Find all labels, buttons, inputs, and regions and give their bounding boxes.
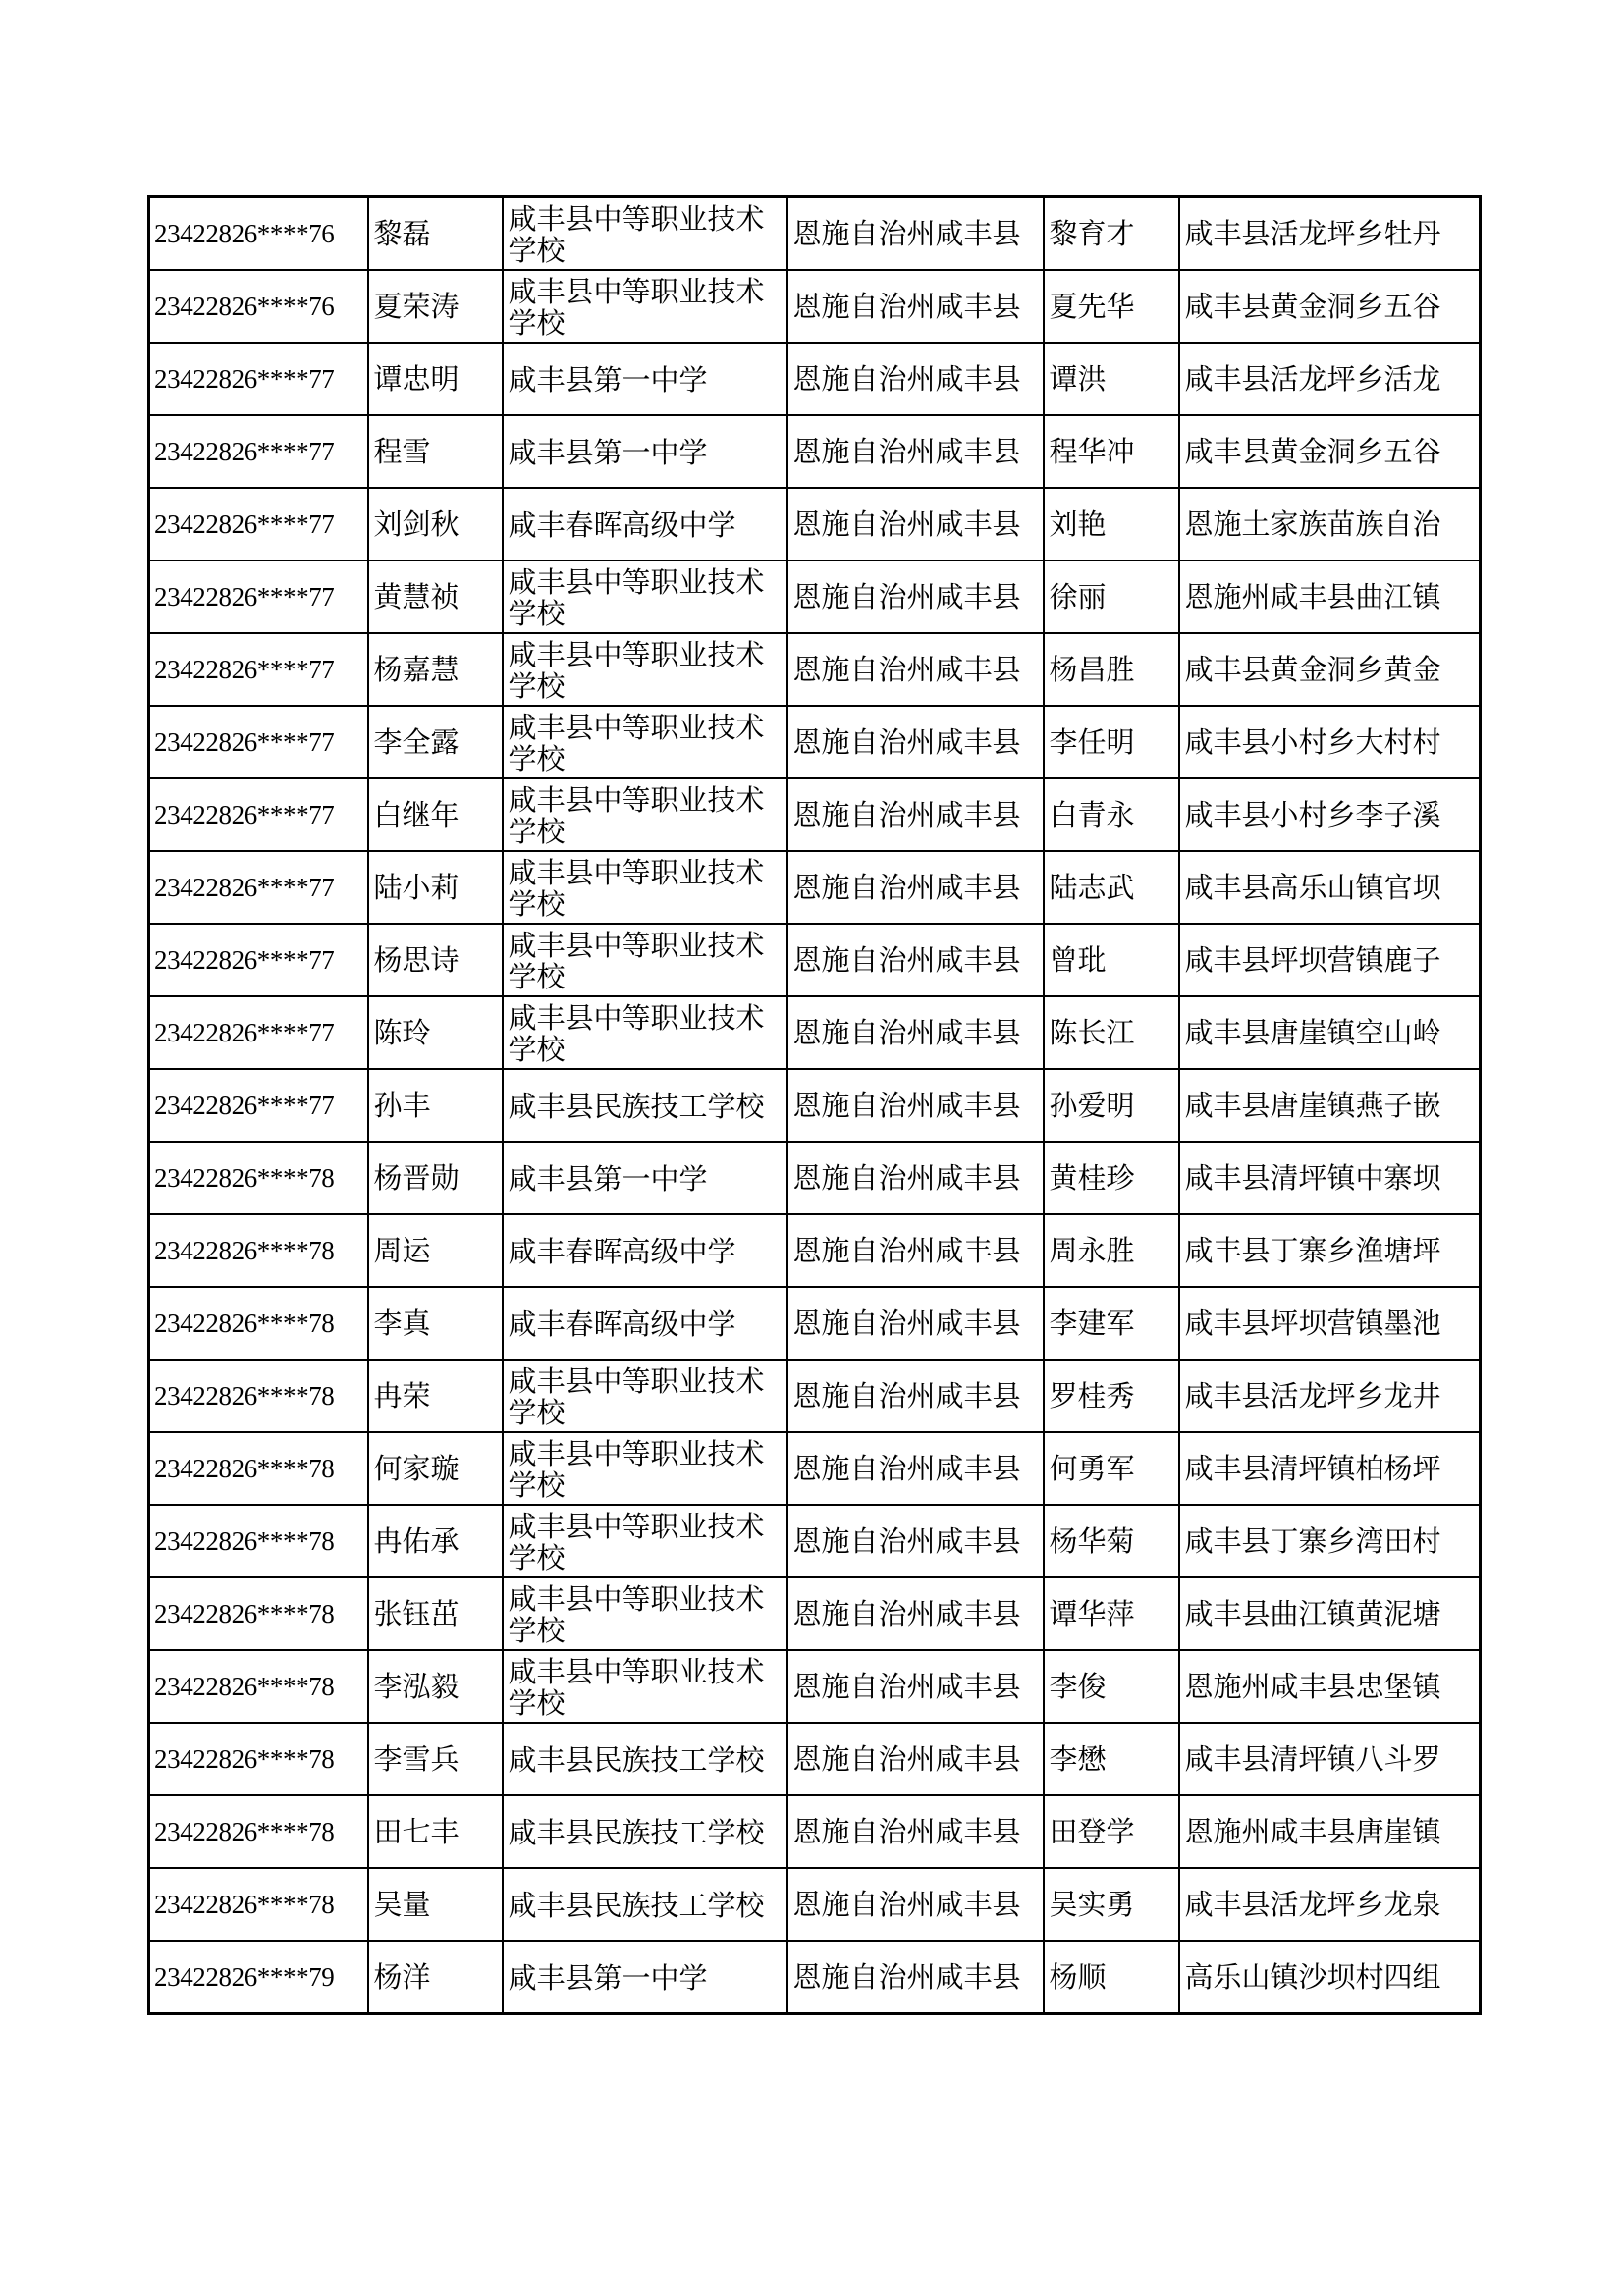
region-cell: 恩施自治州咸丰县: [787, 1287, 1044, 1360]
address-cell: 咸丰县黄金洞乡五谷: [1179, 270, 1481, 343]
region-cell: 恩施自治州咸丰县: [787, 1505, 1044, 1577]
table-row: [149, 1505, 1481, 1577]
student-name-cell: 杨洋: [368, 1941, 503, 2014]
student-name-cell: 何家璇: [368, 1432, 503, 1505]
table-body: [149, 197, 1481, 2014]
id-number-cell: 23422826****78: [149, 1723, 368, 1795]
region-cell: 恩施自治州咸丰县: [787, 343, 1044, 415]
region-cell: 恩施自治州咸丰县: [787, 1795, 1044, 1868]
table-row: [149, 561, 1481, 633]
table-row: [149, 1214, 1481, 1287]
guardian-name-cell: 黄桂珍: [1044, 1142, 1179, 1214]
address-cell: 咸丰县黄金洞乡五谷: [1179, 415, 1481, 488]
student-name-cell: 陆小莉: [368, 851, 503, 924]
school-cell: 咸丰县中等职业技术学校: [503, 778, 787, 851]
school-cell: 咸丰县第一中学: [503, 1941, 787, 2014]
id-number-cell: 23422826****77: [149, 633, 368, 706]
region-cell: 恩施自治州咸丰县: [787, 488, 1044, 561]
school-cell: 咸丰县中等职业技术学校: [503, 270, 787, 343]
guardian-name-cell: 白青永: [1044, 778, 1179, 851]
table-row: [149, 1360, 1481, 1432]
school-cell: 咸丰县中等职业技术学校: [503, 706, 787, 778]
region-cell: 恩施自治州咸丰县: [787, 1577, 1044, 1650]
address-cell: 咸丰县活龙坪乡龙泉: [1179, 1868, 1481, 1941]
table-row: [149, 1432, 1481, 1505]
table-row: [149, 1577, 1481, 1650]
school-cell: 咸丰县中等职业技术学校: [503, 924, 787, 996]
table-row: [149, 1069, 1481, 1142]
guardian-name-cell: 李俊: [1044, 1650, 1179, 1723]
region-cell: 恩施自治州咸丰县: [787, 1941, 1044, 2014]
guardian-name-cell: 刘艳: [1044, 488, 1179, 561]
table-row: [149, 706, 1481, 778]
student-name-cell: 谭忠明: [368, 343, 503, 415]
id-number-cell: 23422826****77: [149, 561, 368, 633]
region-cell: 恩施自治州咸丰县: [787, 706, 1044, 778]
address-cell: 咸丰县清坪镇柏杨坪: [1179, 1432, 1481, 1505]
guardian-name-cell: 田登学: [1044, 1795, 1179, 1868]
region-cell: 恩施自治州咸丰县: [787, 1432, 1044, 1505]
guardian-name-cell: 杨华菊: [1044, 1505, 1179, 1577]
address-cell: 咸丰县唐崖镇燕子嵌: [1179, 1069, 1481, 1142]
id-number-cell: 23422826****78: [149, 1287, 368, 1360]
student-name-cell: 周运: [368, 1214, 503, 1287]
address-cell: 恩施州咸丰县忠堡镇: [1179, 1650, 1481, 1723]
student-name-cell: 黎磊: [368, 197, 503, 271]
school-cell: 咸丰春晖高级中学: [503, 1214, 787, 1287]
region-cell: 恩施自治州咸丰县: [787, 1069, 1044, 1142]
table-row: [149, 1723, 1481, 1795]
id-number-cell: 23422826****78: [149, 1142, 368, 1214]
guardian-name-cell: 李任明: [1044, 706, 1179, 778]
region-cell: 恩施自治州咸丰县: [787, 561, 1044, 633]
region-cell: 恩施自治州咸丰县: [787, 851, 1044, 924]
student-roster-table: [147, 195, 1482, 2015]
id-number-cell: 23422826****78: [149, 1214, 368, 1287]
id-number-cell: 23422826****78: [149, 1795, 368, 1868]
table-row: [149, 415, 1481, 488]
address-cell: 咸丰县活龙坪乡活龙: [1179, 343, 1481, 415]
address-cell: 咸丰县高乐山镇官坝: [1179, 851, 1481, 924]
guardian-name-cell: 徐丽: [1044, 561, 1179, 633]
id-number-cell: 23422826****78: [149, 1577, 368, 1650]
address-cell: 恩施州咸丰县唐崖镇: [1179, 1795, 1481, 1868]
student-name-cell: 田七丰: [368, 1795, 503, 1868]
table-row: [149, 1795, 1481, 1868]
school-cell: 咸丰县中等职业技术学校: [503, 996, 787, 1069]
student-name-cell: 黄慧祯: [368, 561, 503, 633]
school-cell: 咸丰县中等职业技术学校: [503, 561, 787, 633]
school-cell: 咸丰县中等职业技术学校: [503, 1505, 787, 1577]
guardian-name-cell: 程华冲: [1044, 415, 1179, 488]
region-cell: 恩施自治州咸丰县: [787, 197, 1044, 271]
student-name-cell: 冉荣: [368, 1360, 503, 1432]
school-cell: 咸丰县第一中学: [503, 415, 787, 488]
address-cell: 咸丰县坪坝营镇墨池: [1179, 1287, 1481, 1360]
school-cell: 咸丰县中等职业技术学校: [503, 1360, 787, 1432]
guardian-name-cell: 陆志武: [1044, 851, 1179, 924]
table-row: [149, 197, 1481, 271]
student-name-cell: 夏荣涛: [368, 270, 503, 343]
id-number-cell: 23422826****77: [149, 488, 368, 561]
address-cell: 咸丰县小村乡大村村: [1179, 706, 1481, 778]
region-cell: 恩施自治州咸丰县: [787, 270, 1044, 343]
id-number-cell: 23422826****77: [149, 706, 368, 778]
table-row: [149, 343, 1481, 415]
student-name-cell: 李泓毅: [368, 1650, 503, 1723]
student-name-cell: 吴量: [368, 1868, 503, 1941]
address-cell: 高乐山镇沙坝村四组: [1179, 1941, 1481, 2014]
guardian-name-cell: 曾玭: [1044, 924, 1179, 996]
student-name-cell: 张钰茁: [368, 1577, 503, 1650]
school-cell: 咸丰县中等职业技术学校: [503, 851, 787, 924]
table-row: [149, 1941, 1481, 2014]
guardian-name-cell: 杨昌胜: [1044, 633, 1179, 706]
address-cell: 咸丰县活龙坪乡牡丹: [1179, 197, 1481, 271]
guardian-name-cell: 孙爱明: [1044, 1069, 1179, 1142]
region-cell: 恩施自治州咸丰县: [787, 924, 1044, 996]
region-cell: 恩施自治州咸丰县: [787, 1723, 1044, 1795]
address-cell: 咸丰县唐崖镇空山岭: [1179, 996, 1481, 1069]
guardian-name-cell: 吴实勇: [1044, 1868, 1179, 1941]
school-cell: 咸丰春晖高级中学: [503, 488, 787, 561]
school-cell: 咸丰县中等职业技术学校: [503, 1650, 787, 1723]
guardian-name-cell: 夏先华: [1044, 270, 1179, 343]
student-name-cell: 孙丰: [368, 1069, 503, 1142]
table-row: [149, 924, 1481, 996]
table-row: [149, 270, 1481, 343]
student-name-cell: 杨思诗: [368, 924, 503, 996]
region-cell: 恩施自治州咸丰县: [787, 1142, 1044, 1214]
school-cell: 咸丰县民族技工学校: [503, 1795, 787, 1868]
school-cell: 咸丰县第一中学: [503, 1142, 787, 1214]
address-cell: 咸丰县曲江镇黄泥塘: [1179, 1577, 1481, 1650]
region-cell: 恩施自治州咸丰县: [787, 1868, 1044, 1941]
student-name-cell: 白继年: [368, 778, 503, 851]
table-row: [149, 851, 1481, 924]
id-number-cell: 23422826****77: [149, 851, 368, 924]
guardian-name-cell: 李建军: [1044, 1287, 1179, 1360]
id-number-cell: 23422826****78: [149, 1868, 368, 1941]
guardian-name-cell: 周永胜: [1044, 1214, 1179, 1287]
id-number-cell: 23422826****77: [149, 1069, 368, 1142]
guardian-name-cell: 陈长江: [1044, 996, 1179, 1069]
region-cell: 恩施自治州咸丰县: [787, 996, 1044, 1069]
student-name-cell: 李雪兵: [368, 1723, 503, 1795]
id-number-cell: 23422826****77: [149, 778, 368, 851]
table-row: [149, 778, 1481, 851]
id-number-cell: 23422826****78: [149, 1650, 368, 1723]
student-name-cell: 程雪: [368, 415, 503, 488]
student-name-cell: 杨嘉慧: [368, 633, 503, 706]
address-cell: 咸丰县清坪镇中寨坝: [1179, 1142, 1481, 1214]
id-number-cell: 23422826****77: [149, 415, 368, 488]
student-name-cell: 李真: [368, 1287, 503, 1360]
id-number-cell: 23422826****76: [149, 270, 368, 343]
address-cell: 咸丰县小村乡李子溪: [1179, 778, 1481, 851]
region-cell: 恩施自治州咸丰县: [787, 1360, 1044, 1432]
address-cell: 咸丰县黄金洞乡黄金: [1179, 633, 1481, 706]
student-name-cell: 冉佑承: [368, 1505, 503, 1577]
student-name-cell: 陈玲: [368, 996, 503, 1069]
student-name-cell: 刘剑秋: [368, 488, 503, 561]
school-cell: 咸丰县民族技工学校: [503, 1723, 787, 1795]
region-cell: 恩施自治州咸丰县: [787, 633, 1044, 706]
id-number-cell: 23422826****78: [149, 1360, 368, 1432]
guardian-name-cell: 黎育才: [1044, 197, 1179, 271]
table-row: [149, 1650, 1481, 1723]
school-cell: 咸丰县中等职业技术学校: [503, 633, 787, 706]
table-row: [149, 996, 1481, 1069]
region-cell: 恩施自治州咸丰县: [787, 1650, 1044, 1723]
student-name-cell: 李全露: [368, 706, 503, 778]
guardian-name-cell: 罗桂秀: [1044, 1360, 1179, 1432]
region-cell: 恩施自治州咸丰县: [787, 415, 1044, 488]
id-number-cell: 23422826****78: [149, 1432, 368, 1505]
id-number-cell: 23422826****77: [149, 343, 368, 415]
id-number-cell: 23422826****78: [149, 1505, 368, 1577]
address-cell: 咸丰县活龙坪乡龙井: [1179, 1360, 1481, 1432]
table-row: [149, 1287, 1481, 1360]
guardian-name-cell: 何勇军: [1044, 1432, 1179, 1505]
address-cell: 咸丰县丁寨乡渔塘坪: [1179, 1214, 1481, 1287]
school-cell: 咸丰县中等职业技术学校: [503, 1432, 787, 1505]
id-number-cell: 23422826****76: [149, 197, 368, 271]
guardian-name-cell: 李懋: [1044, 1723, 1179, 1795]
id-number-cell: 23422826****77: [149, 996, 368, 1069]
table-row: [149, 1868, 1481, 1941]
table-row: [149, 633, 1481, 706]
guardian-name-cell: 谭洪: [1044, 343, 1179, 415]
id-number-cell: 23422826****77: [149, 924, 368, 996]
address-cell: 恩施州咸丰县曲江镇: [1179, 561, 1481, 633]
table-row: [149, 1142, 1481, 1214]
school-cell: 咸丰县中等职业技术学校: [503, 1577, 787, 1650]
table-row: [149, 488, 1481, 561]
school-cell: 咸丰春晖高级中学: [503, 1287, 787, 1360]
address-cell: 咸丰县清坪镇八斗罗: [1179, 1723, 1481, 1795]
student-name-cell: 杨晋勋: [368, 1142, 503, 1214]
school-cell: 咸丰县第一中学: [503, 343, 787, 415]
guardian-name-cell: 谭华萍: [1044, 1577, 1179, 1650]
address-cell: 咸丰县丁寨乡湾田村: [1179, 1505, 1481, 1577]
address-cell: 咸丰县坪坝营镇鹿子: [1179, 924, 1481, 996]
school-cell: 咸丰县民族技工学校: [503, 1868, 787, 1941]
school-cell: 咸丰县民族技工学校: [503, 1069, 787, 1142]
region-cell: 恩施自治州咸丰县: [787, 778, 1044, 851]
address-cell: 恩施土家族苗族自治: [1179, 488, 1481, 561]
region-cell: 恩施自治州咸丰县: [787, 1214, 1044, 1287]
school-cell: 咸丰县中等职业技术学校: [503, 197, 787, 271]
guardian-name-cell: 杨顺: [1044, 1941, 1179, 2014]
id-number-cell: 23422826****79: [149, 1941, 368, 2014]
